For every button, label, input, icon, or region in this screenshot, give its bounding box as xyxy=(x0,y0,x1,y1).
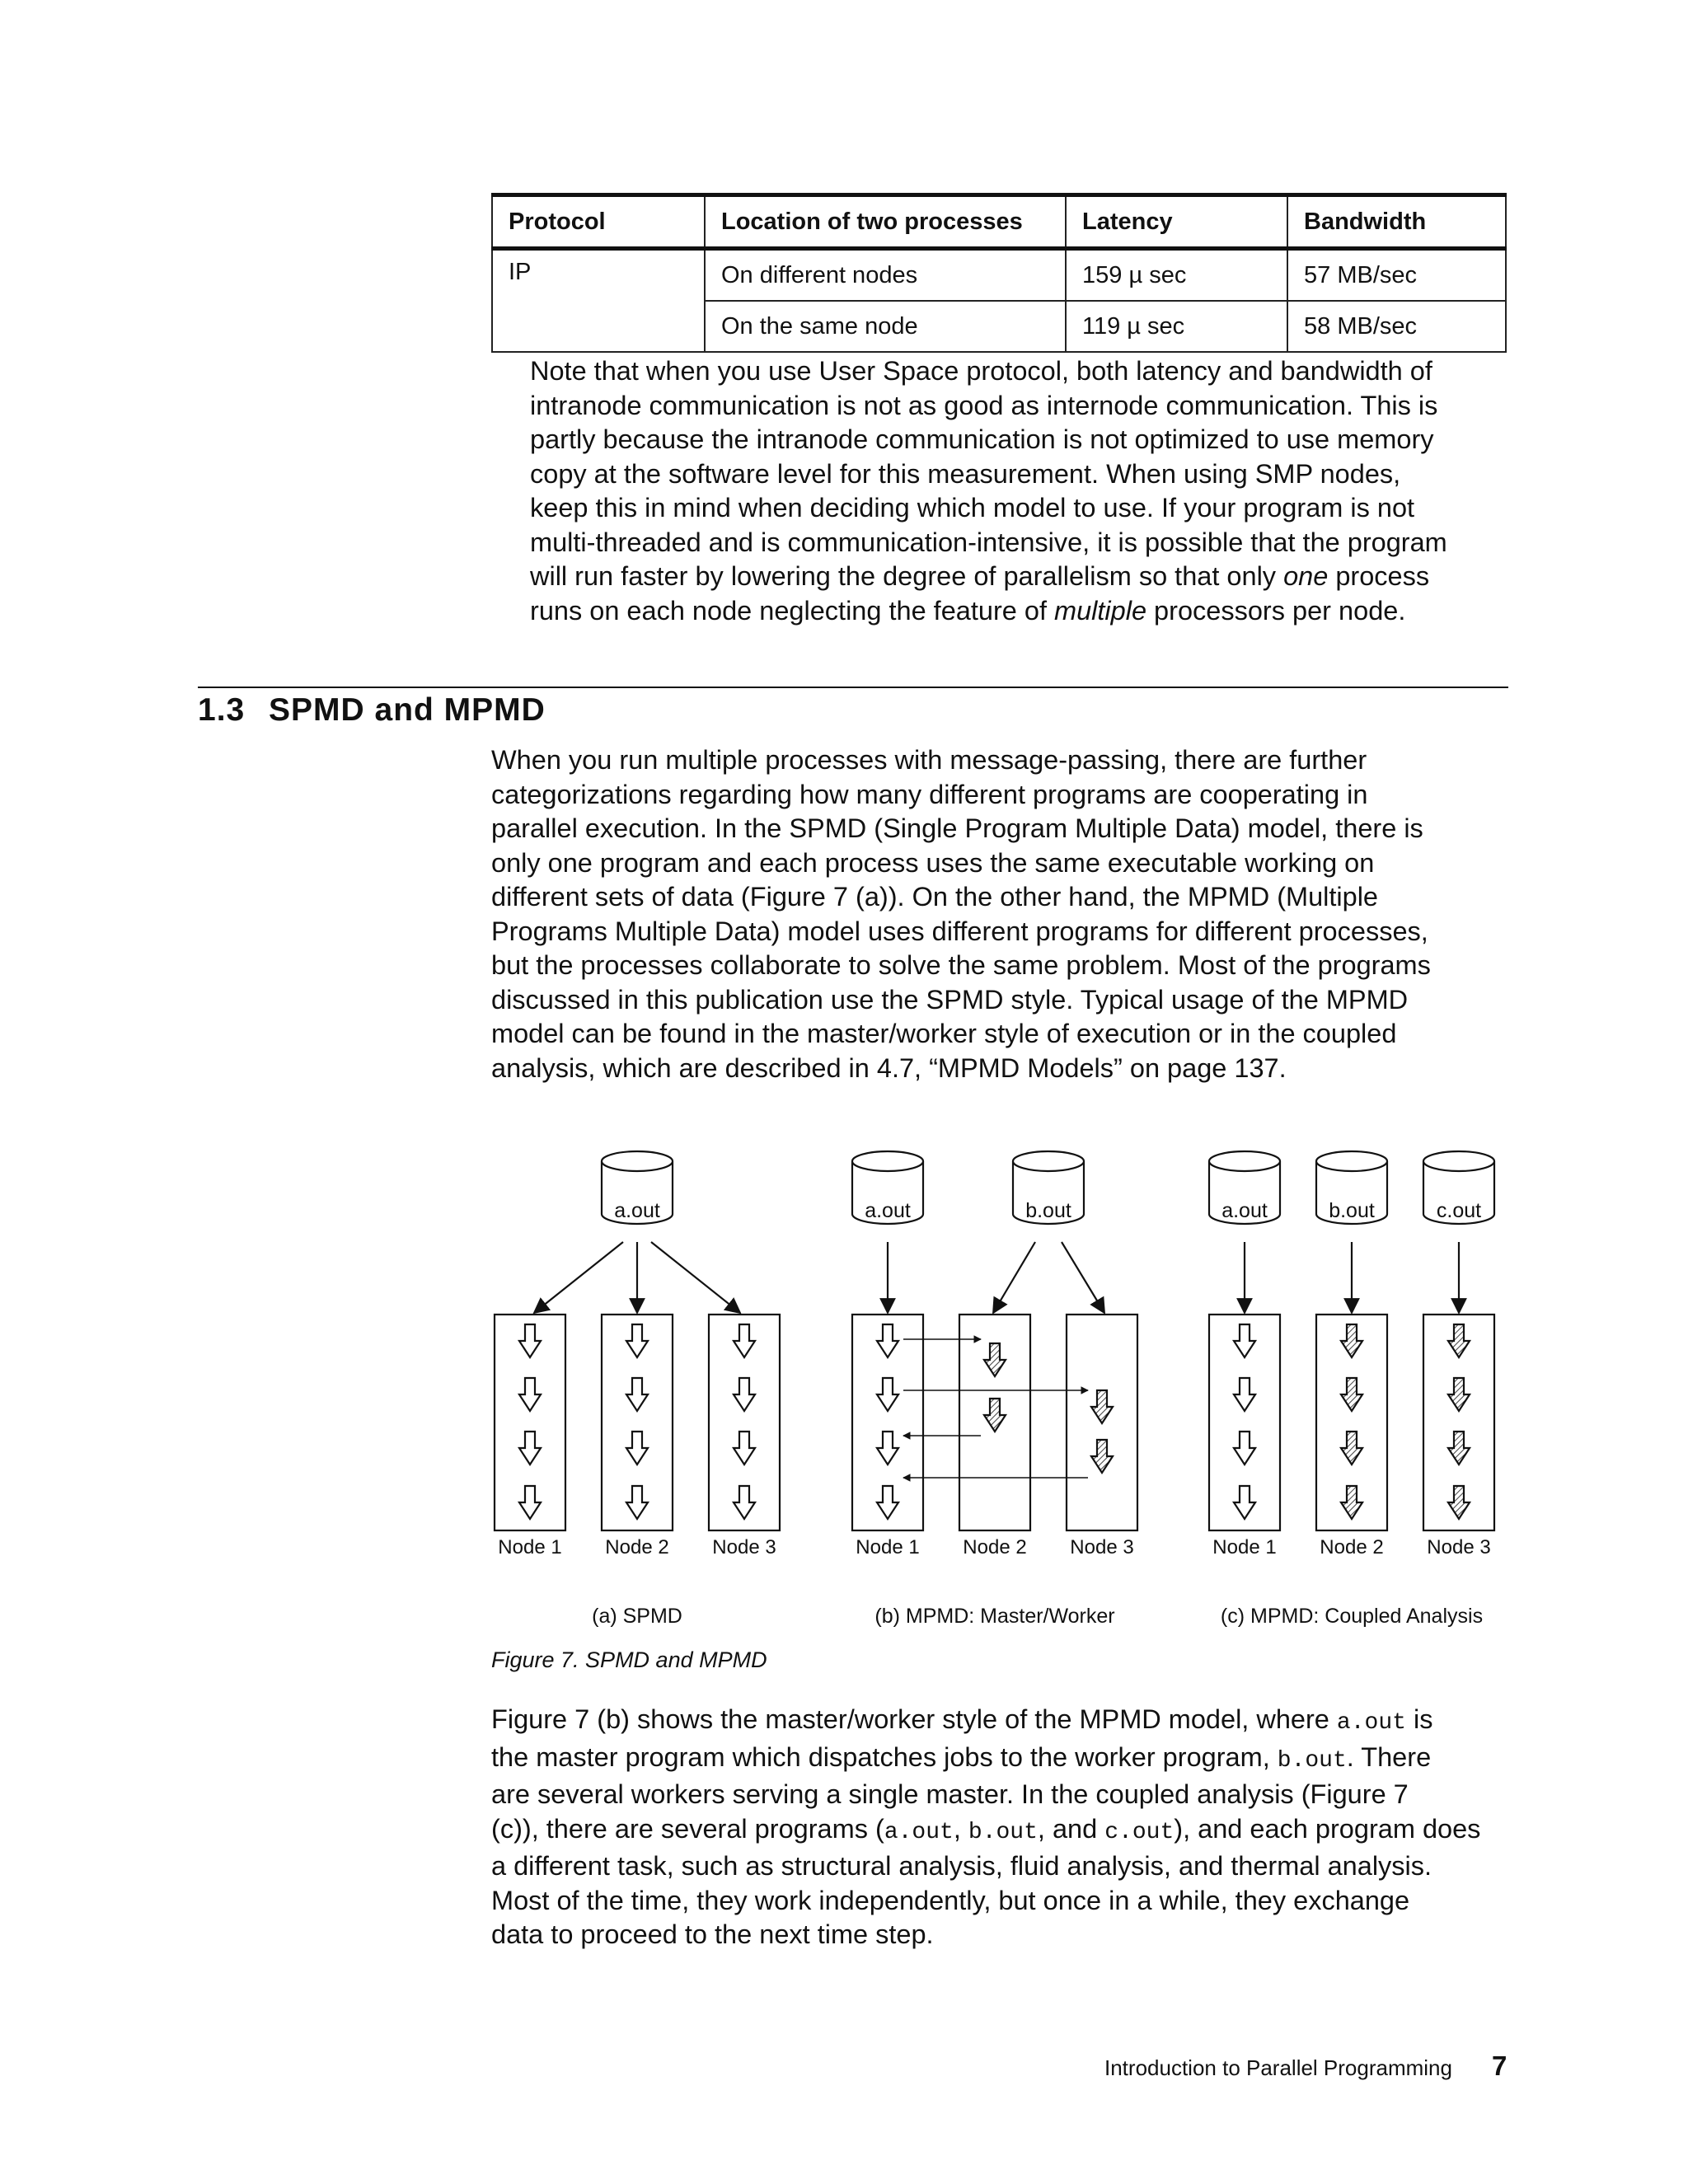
text-line: Most of the time, they work independently, but once in a while, they exchange xyxy=(491,1885,1410,1915)
text-line: only one program and each process uses the same executable working on xyxy=(491,847,1375,878)
text-line xyxy=(491,1812,1480,1850)
note-paragraph xyxy=(530,354,1447,628)
text-run: processors per node. xyxy=(1146,595,1406,626)
node-label: Node 3 xyxy=(1070,1536,1134,1558)
table-header-cell: Latency xyxy=(1066,195,1287,249)
text-line: a different task, such as structural analysis, fluid analysis, and thermal analysis. xyxy=(491,1851,1432,1881)
text-line xyxy=(530,594,1447,629)
code-term: c.out xyxy=(1104,1819,1175,1845)
exe-label: c.out xyxy=(1436,1199,1482,1222)
description-paragraph xyxy=(491,1703,1480,1952)
text-line xyxy=(491,1703,1480,1741)
dispatch-arrow xyxy=(651,1242,740,1313)
dispatch-arrow xyxy=(534,1242,623,1313)
text-line: but the processes collaborate to solve the same problem. Most of the programs xyxy=(491,950,1431,980)
dispatch-arrow xyxy=(993,1242,1035,1313)
section-title: SPMD and MPMD xyxy=(269,692,546,728)
text-run: runs on each node neglecting the feature of xyxy=(530,595,1055,626)
section-number: 1.3 xyxy=(198,692,246,728)
figure-caption: Figure 7. SPMD and MPMD xyxy=(491,1647,767,1672)
text-line: analysis, which are described in 4.7, “MPMD Models” on page 137. xyxy=(491,1052,1287,1083)
text-line: model can be found in the master/worker style of execution or in the coupled xyxy=(491,1019,1397,1048)
text-run: ), and each program does xyxy=(1174,1813,1481,1844)
text-line: multi-threaded and is communication-intensive, it is possible that the program xyxy=(530,527,1447,557)
node-label: Node 2 xyxy=(605,1536,669,1558)
spmd-mpmd-figure xyxy=(486,1150,1517,1644)
exe-label: a.out xyxy=(614,1199,660,1222)
section-divider xyxy=(198,687,1508,688)
table-cell: 58 MB/sec xyxy=(1287,301,1506,352)
text-run: , xyxy=(953,1813,968,1844)
code-term: b.out xyxy=(968,1819,1038,1845)
text-line: copy at the software level for this measurement. When using SMP nodes, xyxy=(530,458,1401,489)
emphasis: multiple xyxy=(1054,595,1147,626)
node-label: Node 1 xyxy=(1212,1536,1277,1558)
running-footer: Introduction to Parallel Programming xyxy=(1104,2055,1452,2080)
node-label: Node 2 xyxy=(963,1536,1027,1558)
text-run: will run faster by lowering the degree of parallelism so that only xyxy=(530,561,1284,591)
code-term: a.out xyxy=(1336,1710,1406,1736)
text-line xyxy=(491,1741,1480,1779)
node-label: Node 1 xyxy=(498,1536,562,1558)
text-line: parallel execution. In the SPMD (Single Program Multiple Data) model, there is xyxy=(491,813,1423,843)
comm-performance-table xyxy=(491,193,1507,353)
text-run: process xyxy=(1328,561,1430,591)
emphasis: one xyxy=(1283,561,1329,591)
text-line: different sets of data (Figure 7 (a)). On the other hand, the MPMD (Multiple xyxy=(491,882,1379,912)
text-run: , and xyxy=(1037,1813,1105,1844)
text-line: Programs Multiple Data) model uses different programs for different processes, xyxy=(491,916,1428,946)
text-line: partly because the intranode communication is not optimized to use memory xyxy=(530,424,1434,454)
table-cell: 159 µ sec xyxy=(1066,249,1287,302)
code-term: b.out xyxy=(1277,1747,1347,1774)
text-run: Figure 7 (b) shows the master/worker style of the MPMD model, where xyxy=(491,1704,1337,1734)
table-header-cell: Location of two processes xyxy=(705,195,1066,249)
text-line xyxy=(530,560,1447,594)
node-label: Node 2 xyxy=(1320,1536,1384,1558)
exe-label: b.out xyxy=(1025,1199,1071,1222)
table-cell: On different nodes xyxy=(705,249,1066,302)
intro-paragraph xyxy=(491,743,1431,1085)
coupled-analysis-group xyxy=(1209,1151,1494,1628)
exe-label: a.out xyxy=(865,1199,911,1222)
text-line: keep this in mind when deciding which model to use. If your program is not xyxy=(530,493,1415,523)
text-line: data to proceed to the next time step. xyxy=(491,1919,934,1949)
table-header-cell: Protocol xyxy=(492,195,705,249)
text-run: the master program which dispatches jobs to the worker program, xyxy=(491,1741,1278,1772)
table-cell: On the same node xyxy=(705,301,1066,352)
text-line: discussed in this publication use the SPMD style. Typical usage of the MPMD xyxy=(491,984,1409,1015)
text-line: When you run multiple processes with message-passing, there are further xyxy=(491,745,1367,775)
table-cell: 119 µ sec xyxy=(1066,301,1287,352)
node-label: Node 1 xyxy=(856,1536,920,1558)
text-line: intranode communication is not as good as internode communication. This is xyxy=(530,390,1438,420)
text-run: . There xyxy=(1346,1741,1432,1772)
exe-label: a.out xyxy=(1221,1199,1268,1222)
code-term: a.out xyxy=(884,1819,954,1845)
exe-label: b.out xyxy=(1329,1199,1375,1222)
spmd-group xyxy=(495,1151,780,1628)
text-line: categorizations regarding how many different programs are cooperating in xyxy=(491,779,1368,809)
table-header-cell: Bandwidth xyxy=(1287,195,1506,249)
node-label: Node 3 xyxy=(712,1536,776,1558)
page-number: 7 xyxy=(1492,2050,1507,2081)
table-header-row xyxy=(492,195,1506,249)
node-label: Node 3 xyxy=(1427,1536,1491,1558)
subfigure-label: (a) SPMD xyxy=(592,1605,682,1628)
text-run: is xyxy=(1405,1704,1433,1734)
dispatch-arrow xyxy=(1062,1242,1104,1313)
text-line: Note that when you use User Space protocol, both latency and bandwidth of xyxy=(530,356,1432,386)
table-cell-protocol: IP xyxy=(492,249,705,353)
text-run: (c)), there are several programs ( xyxy=(491,1813,884,1844)
subfigure-label: (c) MPMD: Coupled Analysis xyxy=(1220,1605,1484,1628)
subfigure-label: (b) MPMD: Master/Worker xyxy=(874,1605,1115,1628)
text-line: are several workers serving a single master. In the coupled analysis (Figure 7 xyxy=(491,1779,1409,1809)
table-cell: 57 MB/sec xyxy=(1287,249,1506,302)
table-row xyxy=(492,249,1506,302)
master-worker-group xyxy=(852,1151,1137,1628)
